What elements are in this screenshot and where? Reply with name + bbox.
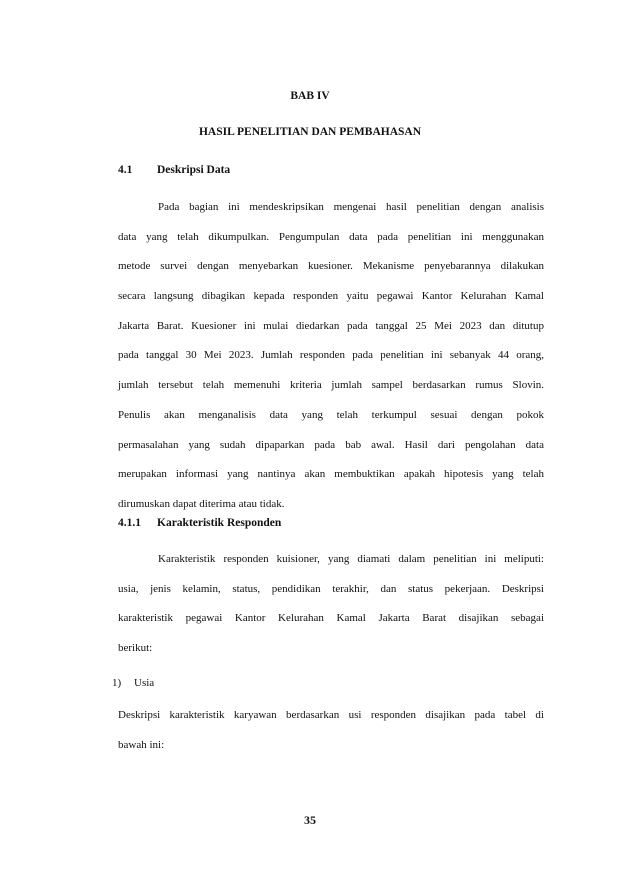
text-line: secara langsung dibagikan kepada responden yaitu pegawai Kantor Kelurahan Kamal	[118, 290, 544, 303]
text-line: Penulis akan menganalisis data yang telah terkumpul sesuai dengan pokok	[118, 408, 544, 421]
subsection-title: Karakteristik Responden	[157, 517, 282, 529]
text-line: usia, jenis kelamin, status, pendidikan terakhir, dan status pekerjaan. Deskripsi	[118, 582, 544, 595]
subsection-number: 4.1.1	[118, 517, 141, 529]
text-line: jumlah tersebut telah memenuhi kriteria jumlah sampel berdasarkan rumus Slovin.	[118, 379, 544, 392]
text-line: Karakteristik responden kuisioner, yang diamati dalam penelitian ini meliputi:	[158, 553, 544, 565]
paragraph-karakteristik	[118, 545, 544, 664]
text-line: data yang telah dikumpulkan. Pengumpulan data pada penelitian ini menggunakan	[118, 230, 544, 243]
text-line: Deskripsi karakteristik karyawan berdasarkan usi responden disajikan pada tabel di	[118, 709, 544, 721]
section-title: Deskripsi Data	[157, 164, 231, 176]
chapter-number: BAB IV	[290, 90, 330, 102]
text-line: karakteristik pegawai Kantor Kelurahan Kamal Jakarta Barat disajikan sebagai	[118, 612, 544, 625]
list-item-usia	[112, 677, 412, 693]
chapter-title: HASIL PENELITIAN DAN PEMBAHASAN	[198, 126, 422, 138]
text-line: permasalahan yang sudah dipaparkan pada bab awal. Hasil dari pengolahan data	[118, 438, 544, 451]
subsection-heading	[118, 517, 548, 533]
text-line: metode survei dengan menyebarkan kuesioner. Mekanisme penyebarannya dilakukan	[118, 260, 544, 273]
list-item-number: 1)	[112, 677, 122, 689]
page-number: 35	[304, 813, 316, 827]
section-heading	[118, 164, 548, 180]
text-line: dirumuskan dapat diterima atau tidak.	[118, 497, 285, 510]
paragraph-usia	[118, 701, 544, 760]
text-line: Pada bagian ini mendeskripsikan mengenai hasil penelitian dengan analisis	[158, 201, 544, 213]
text-line: pada tanggal 30 Mei 2023. Jumlah responden pada penelitian ini sebanyak 44 orang,	[118, 349, 544, 362]
text-line: berikut:	[118, 642, 153, 655]
section-number: 4.1	[118, 164, 133, 176]
text-line: Jakarta Barat. Kuesioner ini mulai diedarkan pada tanggal 25 Mei 2023 dan ditutup	[118, 319, 544, 332]
paragraph-deskripsi-data	[118, 193, 544, 520]
text-line: bawah ini:	[118, 738, 165, 751]
text-line: merupakan informasi yang nantinya akan membuktikan apakah hipotesis yang telah	[118, 468, 544, 481]
list-item-label: Usia	[134, 677, 155, 689]
